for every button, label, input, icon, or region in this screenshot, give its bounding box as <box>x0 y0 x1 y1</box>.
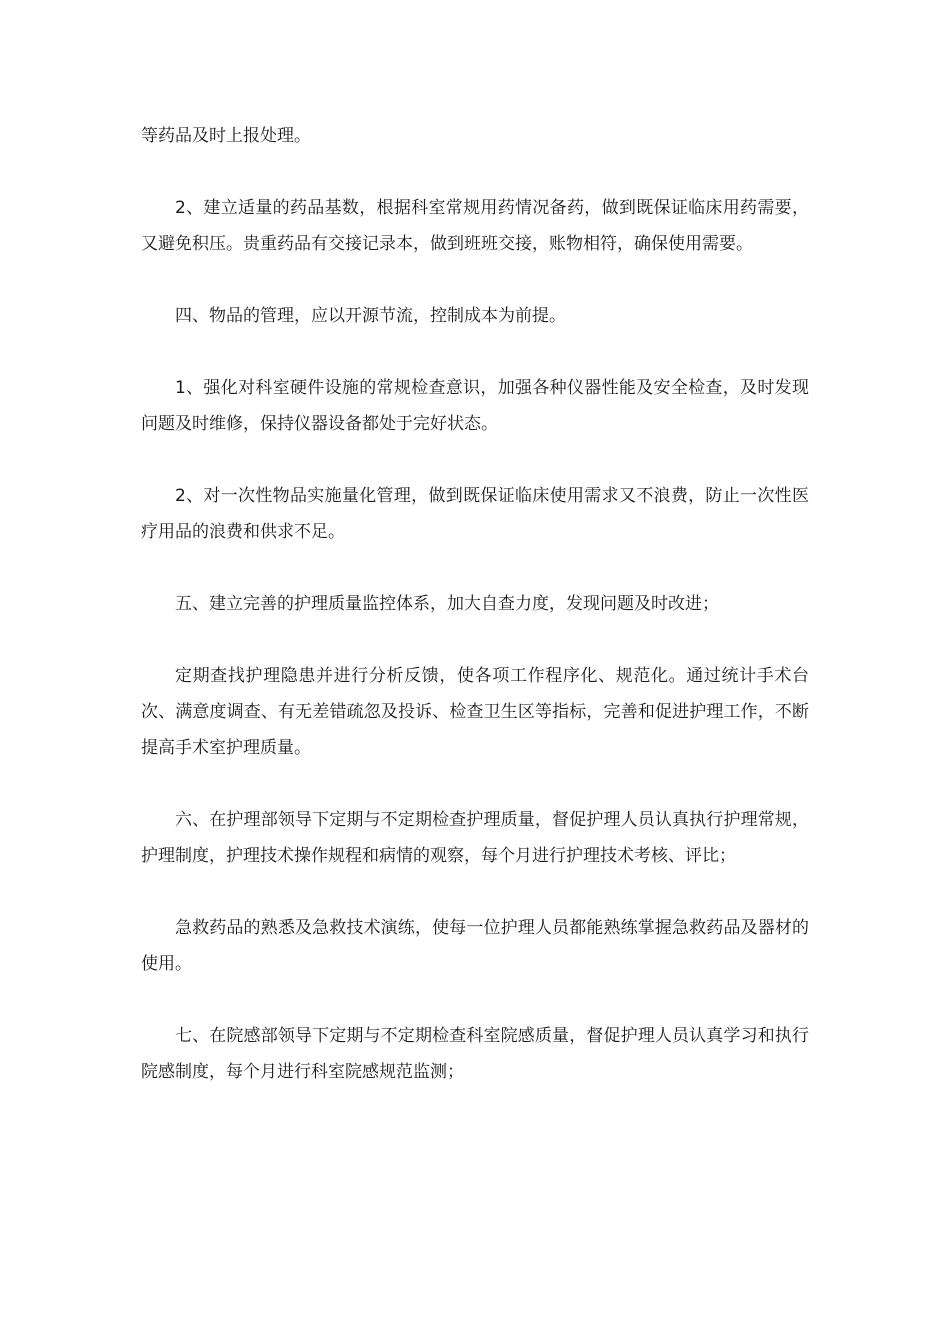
paragraph: 六、在护理部领导下定期与不定期检查护理质量，督促护理人员认真执行护理常规，护理制度，护理技术操作规程和病情的观察，每个月进行护理技术考核、评比； <box>141 810 809 866</box>
paragraph: 2、对一次性物品实施量化管理，做到既保证临床使用需求又不浪费，防止一次性医疗用品的浪费和供求不足。 <box>141 486 809 542</box>
paragraph: 四、物品的管理，应以开源节流，控制成本为前提。 <box>175 306 566 326</box>
paragraph: 定期查找护理隐患并进行分析反馈，使各项工作程序化、规范化。通过统计手术台次、满意度调查、有无差错疏忽及投诉、检查卫生区等指标，完善和促进护理工作，不断提高手术室护理质量。 <box>141 666 809 758</box>
paragraph: 七、在院感部领导下定期与不定期检查科室院感质量，督促护理人员认真学习和执行院感制度，每个月进行科室院感规范监测； <box>141 1026 809 1082</box>
paragraph: 等药品及时上报处理。 <box>141 126 311 146</box>
paragraph: 五、建立完善的护理质量监控体系，加大自查力度，发现问题及时改进； <box>175 594 719 614</box>
paragraph: 2、建立适量的药品基数，根据科室常规用药情况备药，做到既保证临床用药需要，又避免积压。贵重药品有交接记录本，做到班班交接，账物相符，确保使用需要。 <box>141 198 809 254</box>
paragraph: 1、强化对科室硬件设施的常规检查意识，加强各种仪器性能及安全检查，及时发现问题及时维修，保持仪器设备都处于完好状态。 <box>141 378 809 434</box>
document-body <box>141 118 809 1126</box>
paragraph: 急救药品的熟悉及急救技术演练，使每一位护理人员都能熟练掌握急救药品及器材的使用。 <box>141 918 809 974</box>
